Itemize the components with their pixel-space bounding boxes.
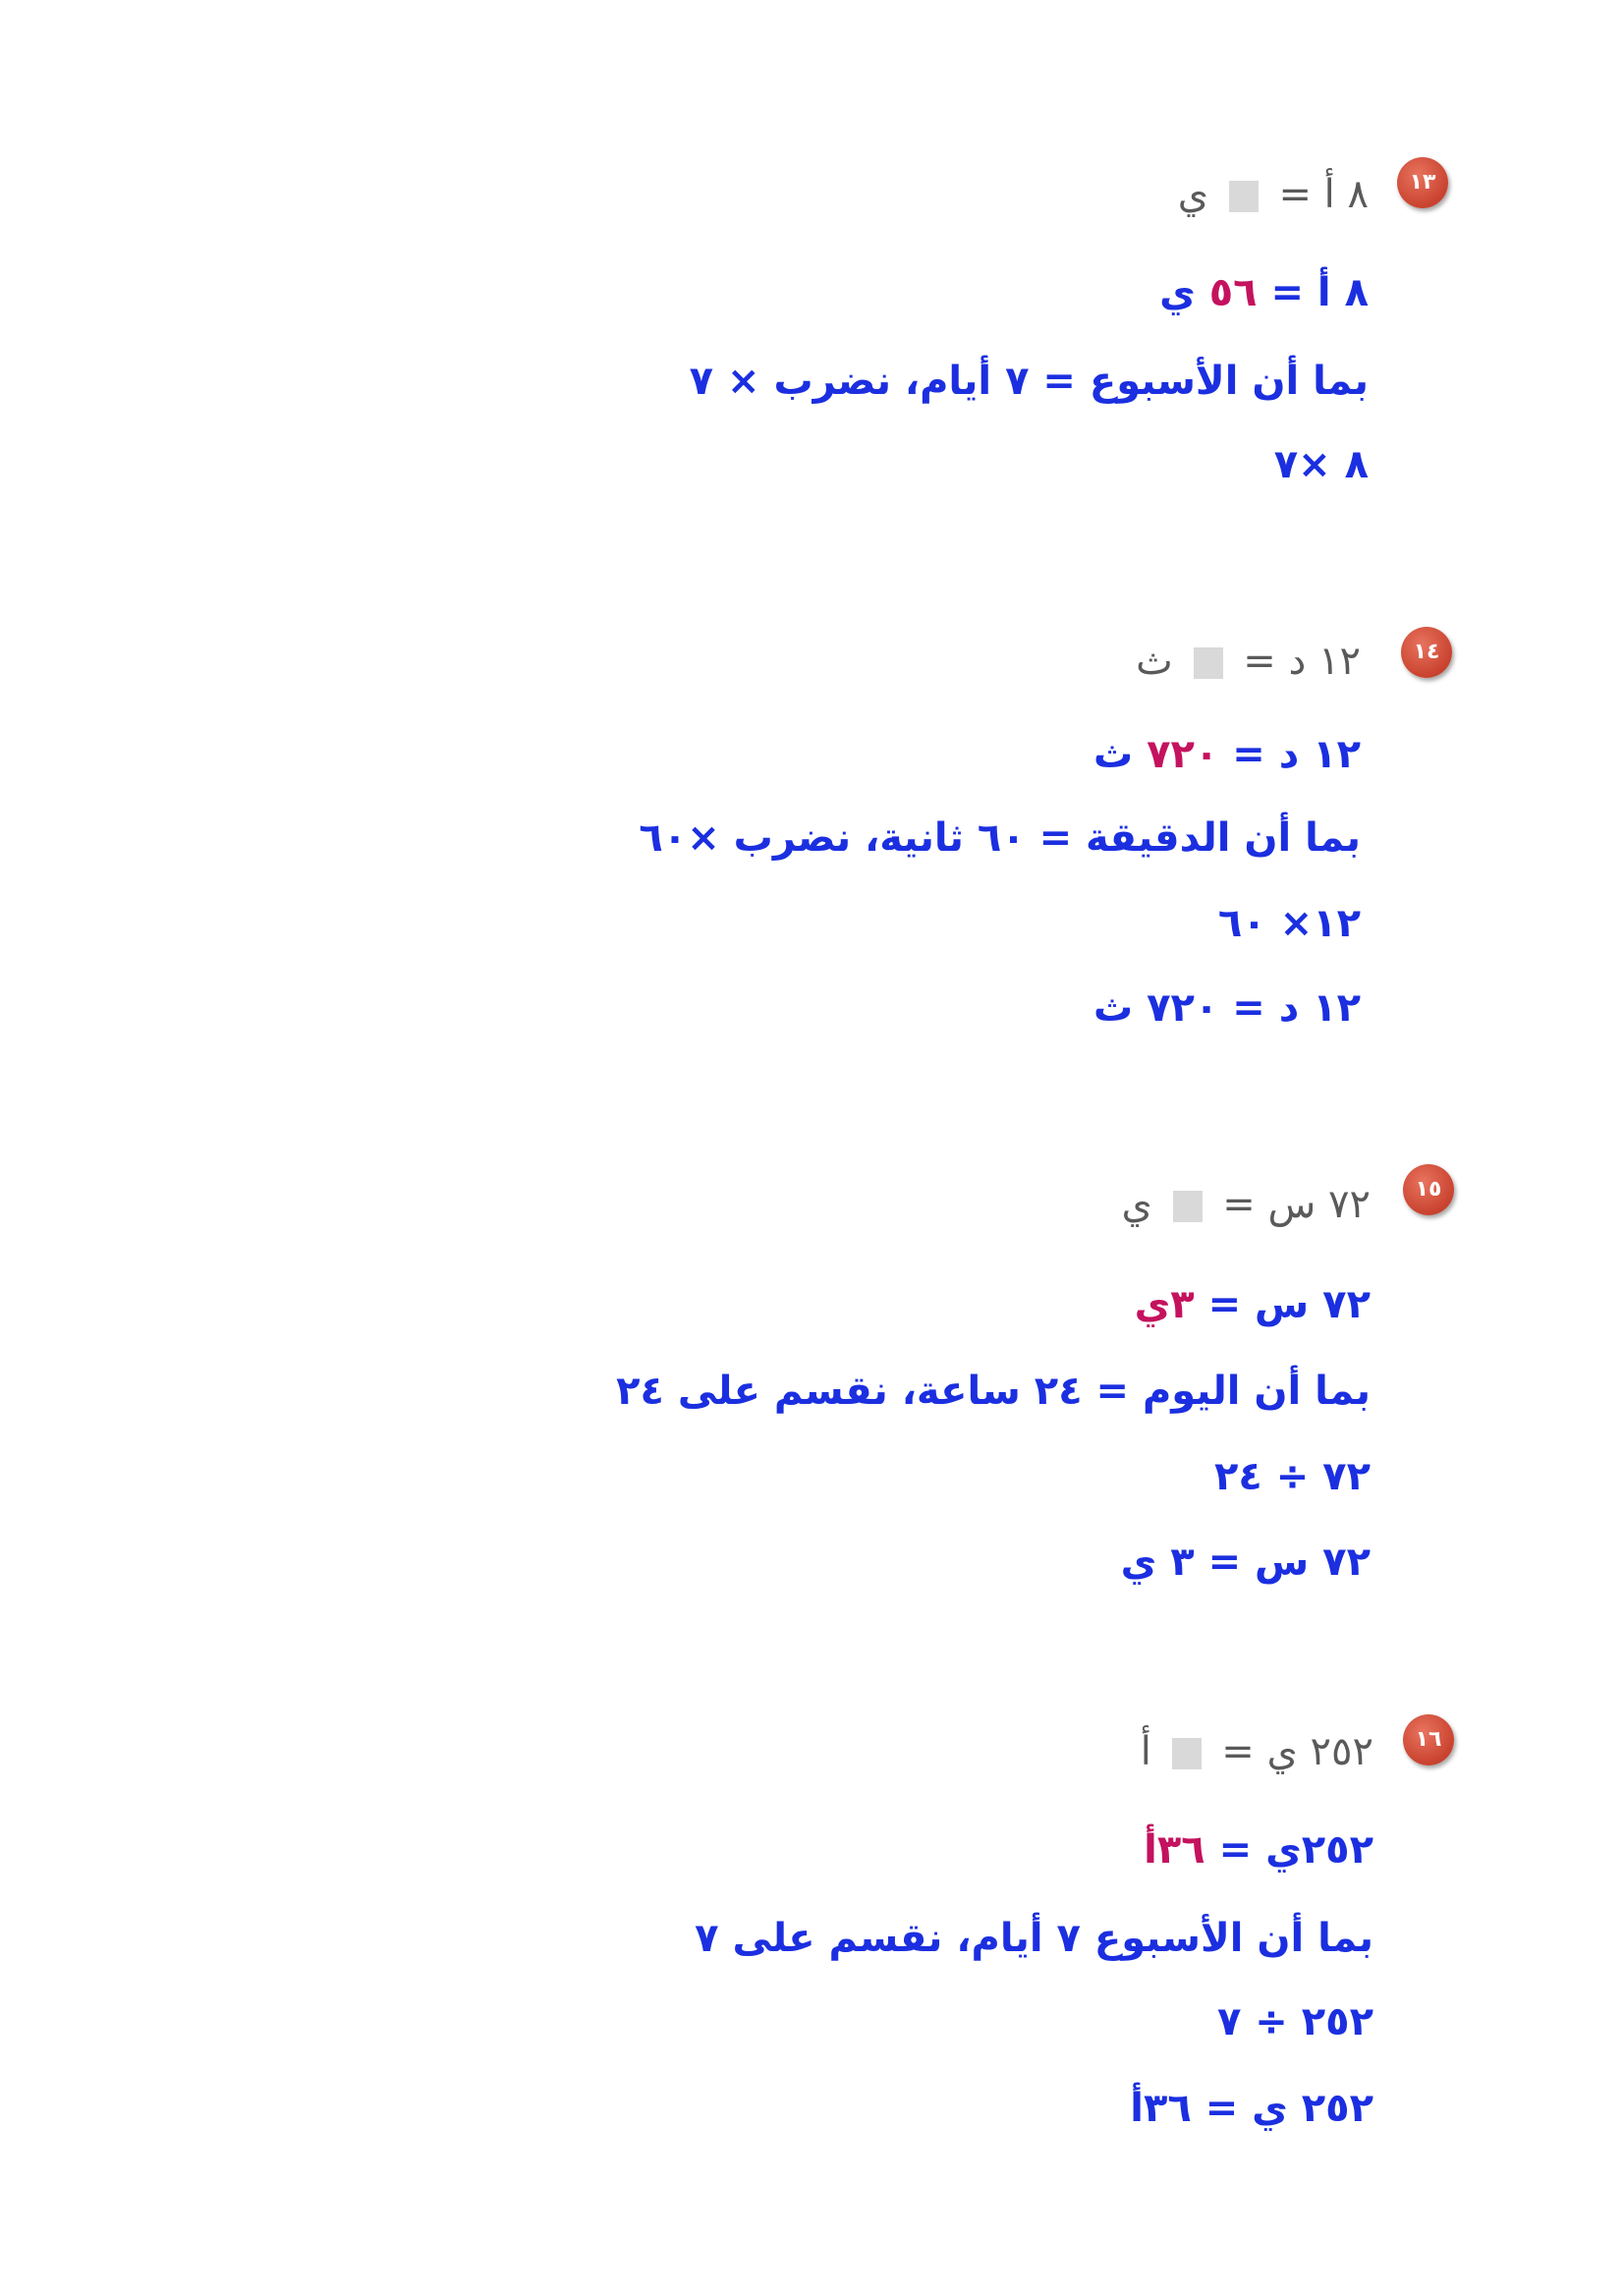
problem-number-badge: ١٣ [1397,157,1448,208]
blank-box [1172,1738,1202,1769]
reason-line: بما أن الأسبوع ٧ أيام، نقسم على ٧ [695,1916,1373,1961]
step-line: ٧٢ ÷ ٢٤ [1213,1454,1371,1499]
step-line: ٨ ×٧ [1273,442,1369,487]
question-left: ٢٥٢ ي = [1208,1729,1373,1774]
problem-number-badge: ١٥ [1403,1164,1454,1215]
answer-line [1135,1277,1371,1332]
question-line [1136,634,1361,689]
reason-line: بما أن اليوم = ٢٤ ساعة، نقسم على ٢٤ [616,1369,1371,1414]
question-right: أ [1140,1729,1164,1774]
question-right: ي [1177,172,1221,217]
step-line: ٢٥٢ ÷ ٧ [1216,1999,1373,2044]
answer-right: ث [1092,732,1148,777]
answer-line [1144,1822,1373,1877]
answer-value: ٣ي [1134,1282,1195,1327]
question-left: ٧٢ س = [1209,1182,1371,1227]
blank-box [1194,647,1223,679]
answer-left: ٢٥٢ي = [1204,1827,1373,1873]
step-line: ١٢× ٦٠ [1217,901,1361,946]
answer-left: ١٢ د = [1218,732,1361,777]
question-line [1178,167,1369,222]
result-line: ٢٥٢ ي = ٣٦أ [1130,2086,1373,2131]
question-right: ث [1136,639,1186,684]
blank-box [1229,181,1259,212]
question-left: ١٢ د = [1230,639,1361,684]
answer-right: ي [1159,270,1209,315]
question-line [1141,1724,1373,1779]
answer-left: ٧٢ س = [1194,1282,1371,1327]
question-line [1122,1177,1372,1232]
blank-box [1173,1191,1203,1222]
problem-number-badge: ١٤ [1401,627,1452,678]
question-left: ٨ أ = [1265,172,1369,217]
answer-value: ٣٦أ [1144,1827,1205,1873]
reason-line: بما أن الأسبوع = ٧ أيام، نضرب × ٧ [689,359,1369,404]
problem-number-badge: ١٦ [1403,1714,1454,1765]
result-line: ١٢ د = ٧٢٠ ث [1092,985,1361,1031]
result-line: ٧٢ س = ٣ ي [1120,1539,1371,1585]
question-right: ي [1121,1182,1165,1227]
answer-left: ٨ أ = [1257,270,1369,315]
answer-value: ٧٢٠ [1147,732,1219,777]
answer-line [1093,727,1361,782]
answer-value: ٥٦ [1208,270,1258,315]
reason-line: بما أن الدقيقة = ٦٠ ثانية، نضرب ×٦٠ [639,815,1361,861]
answer-line [1159,265,1369,320]
